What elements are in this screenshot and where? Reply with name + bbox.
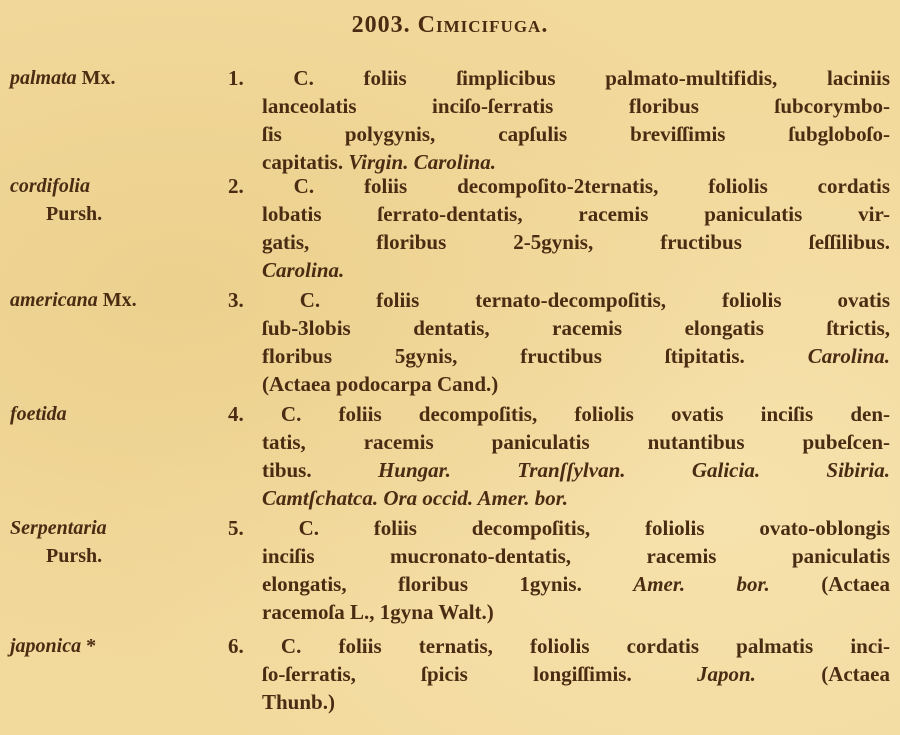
description-line — [262, 342, 890, 370]
description-line — [262, 120, 890, 148]
description-line — [262, 598, 890, 626]
description-text: (Actaea — [755, 662, 890, 686]
description-line — [262, 256, 890, 284]
species-author: * — [86, 635, 97, 657]
description-text: 2. C. foliis decompoſito-2ternatis, foliolis cordatis — [228, 174, 890, 198]
locality-text: Hungar. Tranſſylvan. Galicia. Sibiria. — [377, 458, 890, 482]
description-text: elongatis, floribus 1gynis. — [262, 572, 634, 596]
description-line — [262, 428, 890, 456]
species-author: Mx. — [81, 67, 116, 89]
page-title — [0, 12, 900, 39]
description-text: lobatis ſerrato-dentatis, racemis paniculatis vir- — [262, 202, 890, 226]
description-line — [262, 228, 890, 256]
species-epithet: foetida — [10, 403, 67, 425]
description-line — [262, 660, 890, 688]
section-number: 2003. — [351, 12, 411, 38]
description-text: Thunb.) — [262, 690, 335, 714]
description-text: 5. C. foliis decompoſitis, foliolis ovato-oblongis — [228, 516, 890, 540]
description-text: 3. C. foliis ternato-decompoſitis, foliolis ovatis — [228, 288, 890, 312]
description-text: lanceolatis inciſo-ſerratis floribus ſubcorymbo- — [262, 94, 890, 118]
description-line — [228, 286, 890, 314]
description-line — [262, 688, 890, 716]
species-name — [10, 64, 116, 92]
locality-text: Virgin. Carolina. — [348, 150, 496, 174]
description-text: tibus. — [262, 458, 378, 482]
locality-text: Japon. — [696, 662, 756, 686]
locality-text: Carolina. — [262, 258, 345, 282]
species-author: Pursh. — [46, 203, 103, 225]
description-line — [262, 484, 890, 512]
description-text: ſis polygynis, capſulis breviſſimis ſubgloboſo- — [262, 122, 890, 146]
description-line — [228, 514, 890, 542]
description-line — [262, 570, 890, 598]
species-epithet: americana — [10, 289, 98, 311]
species-author: Mx. — [102, 289, 137, 311]
locality-text: Camtſchatca. Ora occid. Amer. bor. — [262, 486, 569, 510]
description-line — [228, 172, 890, 200]
species-name — [10, 400, 67, 428]
species-name — [10, 172, 102, 228]
description-text: ſo-ſerratis, ſpicis longiſſimis. — [262, 662, 697, 686]
species-author: Pursh. — [46, 545, 103, 567]
description-text: capitatis. — [262, 150, 349, 174]
description-line — [262, 456, 890, 484]
description-line — [262, 314, 890, 342]
description-line — [228, 64, 890, 92]
description-text: 1. C. foliis ſimplicibus palmato-multifidis, laciniis — [228, 66, 890, 90]
description-text: racemoſa L., 1gyna Walt.) — [262, 600, 494, 624]
description-text: inciſis mucronato-dentatis, racemis paniculatis — [262, 544, 890, 568]
species-name — [10, 632, 96, 660]
description-text: 6. C. foliis ternatis, foliolis cordatis palmatis inci- — [228, 634, 890, 658]
description-line — [228, 632, 890, 660]
description-line — [262, 542, 890, 570]
description-line — [262, 200, 890, 228]
species-epithet: japonica — [10, 635, 82, 657]
species-epithet: palmata — [10, 67, 77, 89]
description-line — [262, 92, 890, 120]
species-epithet: Serpentaria — [10, 517, 107, 539]
species-name — [10, 286, 137, 314]
description-text: floribus 5gynis, fructibus ſtipitatis. — [262, 344, 808, 368]
description-line — [262, 370, 890, 398]
species-epithet: cordifolia — [10, 175, 90, 197]
locality-text: Carolina. — [807, 344, 890, 368]
genus-title: Cimicifuga. — [417, 12, 549, 38]
description-text: ſub-3lobis dentatis, racemis elongatis ſtrictis, — [262, 316, 890, 340]
species-name — [10, 514, 107, 570]
description-text: tatis, racemis paniculatis nutantibus pubeſcen- — [262, 430, 890, 454]
description-line — [228, 400, 890, 428]
description-text: 4. C. foliis decompoſitis, foliolis ovatis inciſis den- — [228, 402, 890, 426]
locality-text: Amer. bor. — [633, 572, 770, 596]
description-text: (Actaea — [769, 572, 890, 596]
description-text: (Actaea podocarpa Cand.) — [262, 372, 499, 396]
description-text: gatis, floribus 2-5gynis, fructibus ſeſſilibus. — [262, 230, 890, 254]
